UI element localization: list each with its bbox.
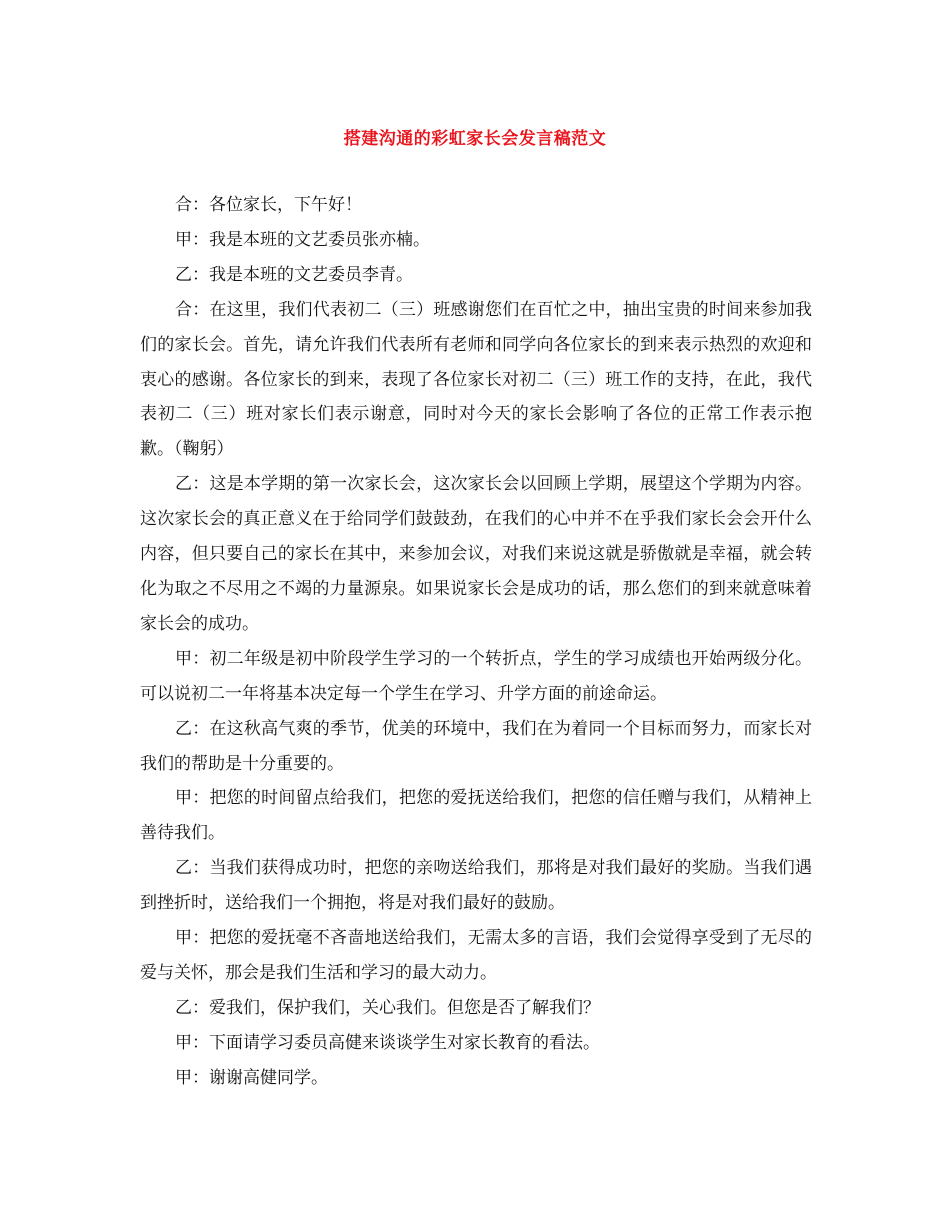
document-title: 搭建沟通的彩虹家长会发言稿范文 (343, 129, 607, 149)
paragraph: 甲：把您的爱抚毫不吝啬地送给我们，无需太多的言语，我们会觉得享受到了无尽的爱与关怀，那会是我们生活和学习的最大动力。 (140, 928, 812, 983)
paragraph: 合：在这里，我们代表初二（三）班感谢您们在百忙之中，抽出宝贵的时间来参加我们的家长会。首先，请允许我们代表所有老师和同学向各位家长的到来表示热烈的欢迎和衷心的感谢。各位家长的到来，表现了各位家长对初二（三）班工作的支持，在此，我代表初二（三）班对家长们表示谢意，同时对今天的家长会影响了各位的正常工作表示抱歉。（鞠躬） (140, 299, 812, 460)
paragraph: 乙：在这秋高气爽的季节，优美的环境中，我们在为着同一个目标而努力，而家长对我们的帮助是十分重要的。 (140, 718, 812, 774)
paragraph: 乙：这是本学期的第一次家长会，这次家长会以回顾上学期，展望这个学期为内容。这次家长会的真正意义在于给同学们鼓鼓劲，在我们的心中并不在乎我们家长会会开什么内容，但只要自己的家长在其中，来参加会议，对我们来说这就是骄傲就是幸福，就会转化为取之不尽用之不竭的力量源泉。如果说家长会是成功的话，那么您们的到来就意味着家长会的成功。 (140, 474, 812, 634)
paragraph: 合：各位家长，下午好！ (175, 195, 362, 215)
paragraph: 甲：谢谢高健同学。 (175, 1067, 328, 1088)
paragraph: 乙：当我们获得成功时，把您的亲吻送给我们，那将是对我们最好的奖励。当我们遇到挫折时，送给我们一个拥抱，将是对我们最好的鼓励。 (140, 858, 812, 914)
paragraph: 甲：我是本班的文艺委员张亦楠。 (175, 229, 430, 250)
document-body (140, 188, 812, 1096)
paragraph: 甲：把您的时间留点给我们，把您的爱抚送给我们，把您的信任赠与我们，从精神上善待我们。 (140, 788, 812, 844)
paragraph: 甲：下面请学习委员高健来谈谈学生对家长教育的看法。 (175, 1032, 600, 1053)
paragraph: 乙：爱我们，保护我们，关心我们。但您是否了解我们？ (175, 997, 600, 1018)
paragraph: 甲：初二年级是初中阶段学生学习的一个转折点，学生的学习成绩也开始两级分化。可以说初二一年将基本决定每一个学生在学习、升学方面的前途命运。 (140, 648, 812, 704)
paragraph: 乙：我是本班的文艺委员李青。 (175, 264, 413, 285)
